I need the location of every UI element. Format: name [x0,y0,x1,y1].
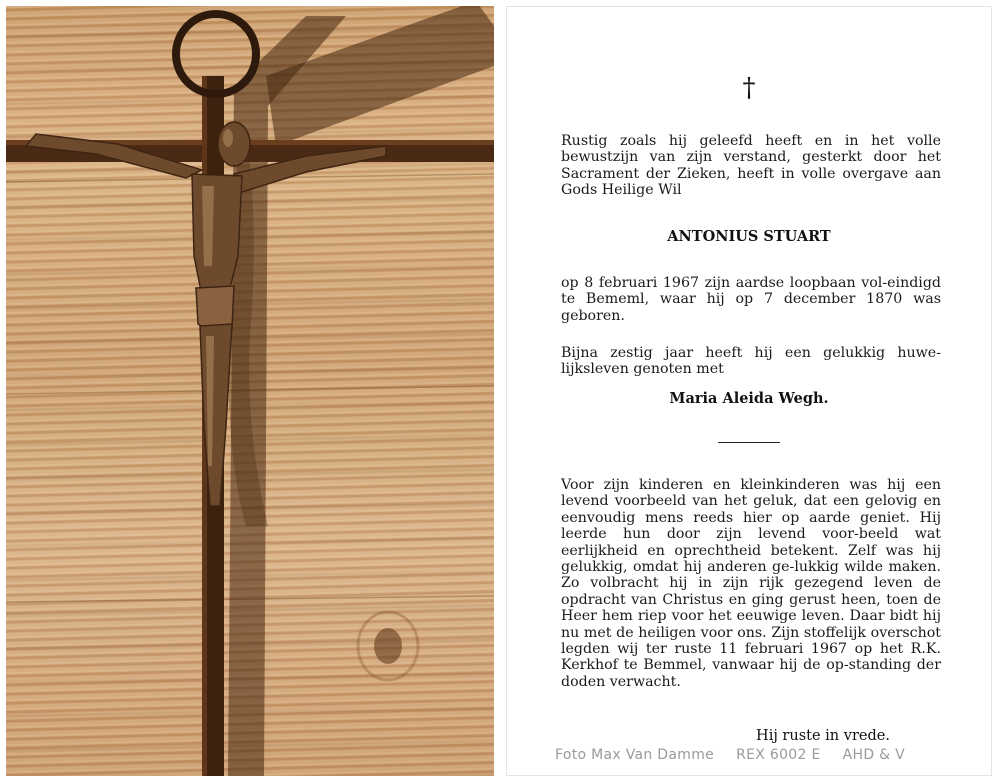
printer-credit [555,747,955,763]
life-paragraph: Voor zijn kinderen en kleinkinderen was hij een levend voorbeeld van het geluk, dat een gelovig en eenvoudig mens reeds hier op aarde geniet. Hij leerde hun door zijn levend voor-beeld wat eerlijkheid en oprechtheid betekent. Zelf was hij gelukkig, omdat hij anderen ge-lukkig wilde maken. Zo volbracht hij in zijn rijk gezegend leven de opdracht van Christus en ging gerust heen, toen de Heer hem riep voor het eeuwige leven. Daar bidt hij nu met de heiligen voor ons. Zijn stoffelijk overschot legden wij ter ruste 11 februari 1967 op het R.K. Kerkhof te Bemmel, vanwaar hij de op-standing der doden verwacht. [561,477,941,690]
crucifix-photo [6,6,494,776]
cross-icon: † [742,73,756,103]
intro-paragraph: Rustig zoals hij geleefd heeft en in het volle bewustzijn van zijn verstand, gesterkt door het Sacrament der Zieken, heeft in volle overgave aan Gods Heilige Wil [561,133,941,199]
closing-line: Hij ruste in vrede. [756,728,890,744]
credit-photo: Foto Max Van Damme [555,747,715,763]
spouse-name: Maria Aleida Wegh. [669,390,829,407]
credit-print: AHD & V [842,747,905,763]
deceased-name: ANTONIUS STUART [667,228,831,245]
death-paragraph: op 8 februari 1967 zijn aardse loopbaan vol-eindigd te Bememl, waar hij op 7 december 1870 was geboren. [561,275,941,324]
memorial-card [506,6,992,776]
marriage-paragraph: Bijna zestig jaar heeft hij een gelukkig huwe-lijksleven genoten met [561,345,941,378]
crucifix-on-wood-icon [6,6,494,776]
divider-line [718,442,780,443]
credit-ref: REX 6002 E [736,747,821,763]
